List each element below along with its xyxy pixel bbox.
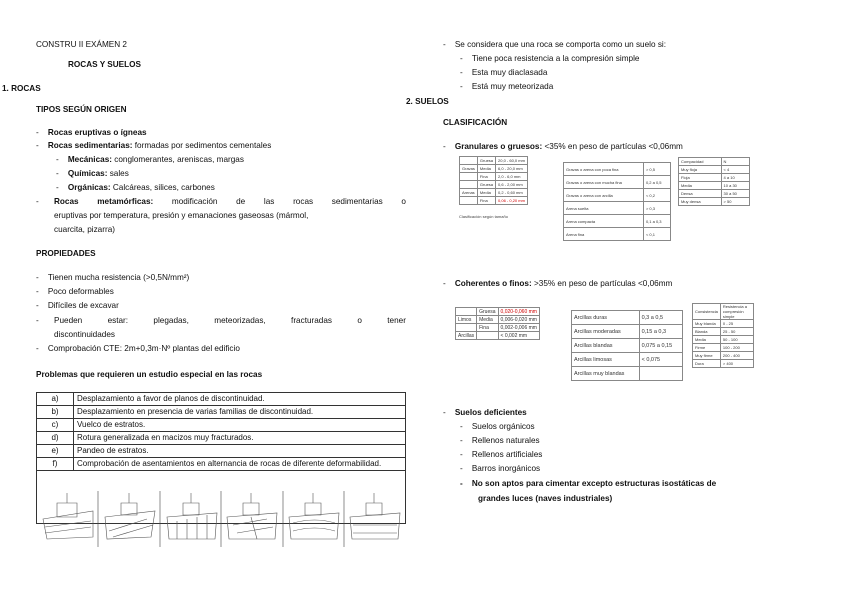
table-row [456,324,540,332]
item-text: formadas por sedimentos cementales [132,141,272,150]
cell [460,173,478,181]
cell: < 0,2 [643,189,670,202]
section-rocas: 1. ROCAS [2,84,41,93]
table-row [564,202,671,215]
cell: Floja [679,174,722,182]
table-row [460,157,528,165]
row-letter: b) [37,406,74,419]
cell: Arcillas limosas [572,353,640,367]
table-row [679,182,750,190]
table-row [693,320,754,328]
cell: < 0,002 mm [498,332,539,340]
item-bold: Mecánicas: [67,155,112,164]
item-bold: Granulares o gruesos: [454,142,543,151]
cell: 25 - 50 [720,328,753,336]
list-item: - Suelos orgánicos [460,422,535,431]
cell: Arcillas muy blandas [572,367,640,381]
list-item: - Poco deformables [36,287,114,296]
item-text: Rellenos artificiales [471,450,543,459]
table-row [693,344,754,352]
list-item: - Está muy meteorizada [460,82,554,91]
cell: Gruesa [477,308,498,316]
table-row [460,197,528,205]
table-row [693,336,754,344]
cell [460,157,478,165]
table-row [564,215,671,228]
cell: Media [477,165,495,173]
row-text: Rotura generalizada en macizos muy fracturados. [74,432,406,445]
rock-sketches-figure [37,491,406,547]
cell: 50 - 100 [720,336,753,344]
cell: Arena suelta [564,202,644,215]
table-row [564,189,671,202]
cell: Resistencia a compresión simple [720,304,753,320]
cell: 4 a 10 [721,174,749,182]
cell: Gruesa [477,157,495,165]
cell: Dura [693,360,721,368]
cell: N [721,158,749,166]
item-bold: Rocas sedimentarias: [47,141,133,150]
cell: Fina [477,324,498,332]
item-text: Se considera que una roca se comporta como un suelo si: [454,40,667,49]
item-text: Difíciles de excavar [47,301,119,310]
gran-note: Clasificación según tamaño [459,214,508,219]
clasif-title: CLASIFICACIÓN [443,118,508,127]
cell: Fina [477,173,495,181]
cell: Media [693,336,721,344]
row-text: Desplazamiento en presencia de varias familias de discontinuidad. [74,406,406,419]
cell: < 0,1 [643,228,670,241]
cell: > 400 [720,360,753,368]
cell: Arcillas duras [572,311,640,325]
cell: Arcillas moderadas [572,325,640,339]
table-row [679,198,750,206]
item-text: Tienen mucha resistencia (>0,5N/mm²) [47,273,190,282]
item-bold: Rocas metamórficas: [54,197,154,206]
cell: 0,002-0,006 mm [498,324,539,332]
item-text: Esta muy diaclasada [471,68,548,77]
cell: 100 - 200 [720,344,753,352]
cell: Muy firme [693,352,721,360]
fine-mid-table [571,310,683,381]
list-item: - Químicas: sales [56,169,129,178]
cell: 30 a 50 [721,190,749,198]
cell: 6,0 - 20,0 mm [496,165,528,173]
table-row [693,360,754,368]
prop-title: PROPIEDADES [36,249,96,258]
cell: 20,0 - 60,0 mm [496,157,528,165]
cell: Muy densa [679,198,722,206]
gran-size-table [459,156,528,205]
cell: 0,006-0,020 mm [498,316,539,324]
fine-size-table [455,307,540,340]
item-text: Tiene poca resistencia a la compresión simple [471,54,640,63]
cell: 0,2 a 0,5 [643,176,670,189]
item-text: Comprobación CTE: 2m+0,3m·Nº plantas del edificio [47,344,240,353]
row-letter: d) [37,432,74,445]
list-item: - Tiene poca resistencia a la compresión simple [460,54,640,63]
table-row [456,308,540,316]
item-text: Poco deformables [47,287,114,296]
item-text: Calcáreas, silices, carbones [110,183,215,192]
item-bold: Suelos deficientes [454,408,527,417]
cell: Arenas [460,189,478,197]
cell [639,367,682,381]
row-letter: c) [37,419,74,432]
cell: Arcillas [456,332,477,340]
cell [456,308,477,316]
pueden-line1 [54,316,406,325]
gran-compacidad-table [678,157,750,206]
table-row [679,166,750,174]
metam-line3: cuarcita, pizarra) [54,225,115,234]
word: plegadas, [153,316,189,325]
cell [460,181,478,189]
table-row [456,316,540,324]
cell [456,324,477,332]
table-row [572,325,683,339]
cell: Muy blanda [693,320,721,328]
cell: 0,075 a 0,15 [639,339,682,353]
cell: Limos [456,316,477,324]
list-item: - Granulares o gruesos: <35% en peso de partículas <0,06mm [443,142,683,151]
cell: Firme [693,344,721,352]
cell: 0,15 a 0,3 [639,325,682,339]
table-row [679,190,750,198]
list-item: - Esta muy diaclasada [460,68,548,77]
list-item: - Mecánicas: conglomerantes, areniscas, margas [56,155,244,164]
cell: Arena compacta [564,215,644,228]
table-row [460,173,528,181]
row-letter: a) [37,393,74,406]
table-row [572,311,683,325]
table-row [460,181,528,189]
prob-title: Problemas que requieren un estudio especial en las rocas [36,370,263,379]
cell: Compacidad [679,158,722,166]
list-item: - Difíciles de excavar [36,301,119,310]
cell [460,197,478,205]
table-row [564,163,671,176]
item-text: <35% en peso de partículas <0,06mm [542,142,683,151]
cell: 10 a 30 [721,182,749,190]
item-text: No son aptos para cimentar excepto estructuras isostáticas de [471,479,717,488]
cell: Gravas [460,165,478,173]
doc-subtitle: ROCAS Y SUELOS [68,60,141,69]
item-text: Rellenos naturales [471,436,540,445]
cell: 0,2 - 0,60 mm [496,189,528,197]
metam-line1 [54,197,406,206]
item-bold: Coherentes o finos: [454,279,532,288]
item-text: Está muy meteorizada [471,82,554,91]
table-row [679,158,750,166]
row-text: Comprobación de asentamientos en alternancia de rocas de diferente deformabilidad. [74,458,406,471]
list-item: - Se considera que una roca se comporta como un suelo si: [443,40,667,49]
gran-mid-table [563,162,671,241]
item-text: modificación de las rocas sedimentarias o [153,197,406,206]
item-bold: Rocas eruptivas o ígneas [47,128,147,137]
cell: < 4 [721,166,749,174]
table-row [572,339,683,353]
pueden-line2: discontinuidades [54,330,115,339]
section-suelos: 2. SUELOS [406,97,449,106]
item-text: Suelos orgánicos [471,422,535,431]
word: tener [387,316,406,325]
list-item: - Rellenos artificiales [460,450,543,459]
list-item: - Rocas sedimentarias: formadas por sedimentos cementales [36,141,272,150]
item-text: sales [107,169,129,178]
cell: Media [477,316,498,324]
table-row [693,304,754,320]
cell: Gravas o arena con arcilla [564,189,644,202]
cell: > 50 [721,198,749,206]
list-item: - Rellenos naturales [460,436,540,445]
list-item: - Coherentes o finos: >35% en peso de partículas <0,06mm [443,279,673,288]
cell: Consistencia [693,304,721,320]
item-text: Barros inorgánicos [471,464,541,473]
cell: < 0,075 [639,353,682,367]
dash: - [36,316,39,325]
metam-line2: eruptivas por temperatura, presión y emanaciones gaseosas (mármol, [54,211,309,220]
cell: Fina [477,197,495,205]
table-row [564,228,671,241]
list-item: - Orgánicas: Calcáreas, silices, carbones [56,183,215,192]
table-row [679,174,750,182]
table-row [693,328,754,336]
noapto-line2: grandes luces (naves industriales) [478,494,613,503]
table-row [564,176,671,189]
list-item: - Suelos deficientes [443,408,527,417]
table-row [37,406,406,419]
cell: 0,3 a 0,5 [639,311,682,325]
cell: Gravas o arena con mucha fina [564,176,644,189]
cell: 0,06 - 0,20 mm [496,197,528,205]
table-row [460,165,528,173]
list-item: - Rocas eruptivas o ígneas [36,128,147,137]
row-letter: e) [37,445,74,458]
table-row [37,432,406,445]
row-letter: f) [37,458,74,471]
cell: Gravas o arena con poca fina [564,163,644,176]
item-text: conglomerantes, areniscas, margas [111,155,244,164]
cell: Gruesa [477,181,495,189]
word: Pueden [54,316,83,325]
item-text: >35% en peso de partículas <0,06mm [531,279,673,288]
cell [477,332,498,340]
cell: Muy floja [679,166,722,174]
word: estar: [107,316,129,325]
cell: 0,6 - 2,00 mm [496,181,528,189]
cell: > 0,3 [643,202,670,215]
word: meteorizadas, [214,316,266,325]
list-item: - Barros inorgánicos [460,464,541,473]
row-text: Desplazamiento a favor de planos de discontinuidad. [74,393,406,406]
cell: Densa [679,190,722,198]
table-row [460,189,528,197]
list-item: - Tienen mucha resistencia (>0,5N/mm²) [36,273,190,282]
word: o [357,316,362,325]
cell: 0,020-0,060 mm [498,308,539,316]
cell: 0 - 25 [720,320,753,328]
doc-header: CONSTRU II EXÁMEN 2 [36,40,127,49]
cell: 2,0 - 6,0 mm [496,173,528,181]
list-item: - Comprobación CTE: 2m+0,3m·Nº plantas del edificio [36,344,240,353]
item-bold: Orgánicas: [67,183,111,192]
row-text: Vuelco de estratos. [74,419,406,432]
table-row [37,458,406,471]
cell: > 0,5 [643,163,670,176]
cell: 200 - 400 [720,352,753,360]
table-row [37,419,406,432]
fine-consistencia-table [692,303,754,368]
cell: Arcillas blandas [572,339,640,353]
item-bold: Químicas: [67,169,108,178]
dash: - [36,197,39,206]
list-item: - No son aptos para cimentar excepto estructuras isostáticas de [460,479,717,488]
cell: Media [477,189,495,197]
row-text: Pandeo de estratos. [74,445,406,458]
table-row [693,352,754,360]
cell: Arena fina [564,228,644,241]
tipos-title: TIPOS SEGÚN ORIGEN [36,105,127,114]
table-row [37,393,406,406]
table-row [37,445,406,458]
cell: 0,1 a 0,3 [643,215,670,228]
table-row [572,353,683,367]
word: fracturadas [291,316,333,325]
cell: Blanda [693,328,721,336]
table-row [456,332,540,340]
cell: Media [679,182,722,190]
table-row [572,367,683,381]
